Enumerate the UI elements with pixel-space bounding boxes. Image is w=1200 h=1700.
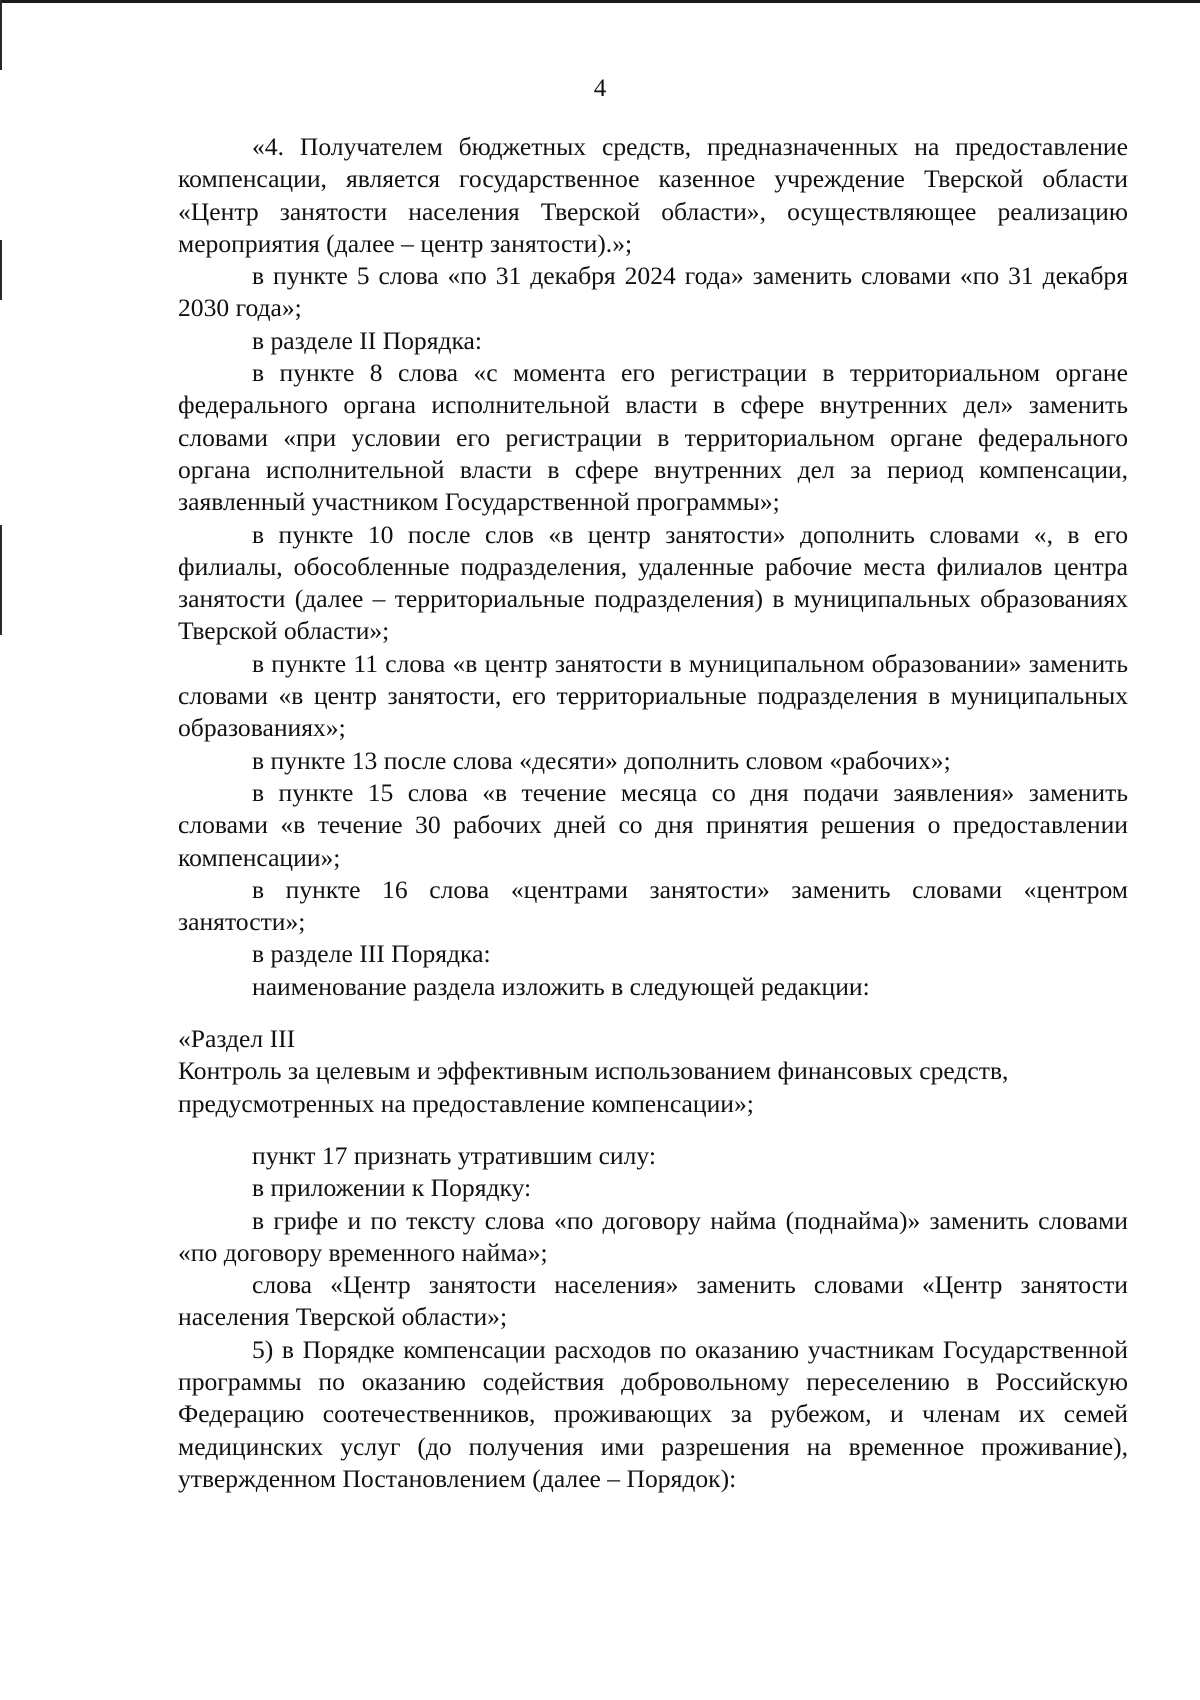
section-heading: «Раздел III bbox=[178, 1024, 296, 1054]
paragraph: в пункте 5 слова «по 31 декабря 2024 года» заменить словами «по 31 декабря 2030 года»; bbox=[178, 261, 1128, 323]
page-number: 4 bbox=[593, 75, 607, 102]
paragraph: «4. Получателем бюджетных средств, предназначенных на предоставление компенсации, является государственное казенное учреждение Тверской области «Центр занятости населения Тверской области», осуществляющее реализацию мероприятия (далее – центр занятости).»; bbox=[178, 132, 1128, 258]
paragraph: в пункте 13 после слова «десяти» дополнить словом «рабочих»; bbox=[252, 745, 951, 775]
paragraph: в пункте 8 слова «с момента его регистрации в территориальном органе федерального органа исполнительной власти в сфере внутренних дел» заменить словами «при условии его регистрации в территориальном органе федерального органа исполнительной власти в сфере внутренних дел за период компенсации, заявленный участником Государственной программы»; bbox=[178, 358, 1128, 517]
paragraph: пункт 17 признать утратившим силу: bbox=[252, 1140, 656, 1170]
paragraph: в пункте 10 после слов «в центр занятости» дополнить словами «, в его филиалы, обособленные подразделения, удаленные рабочие места филиалов центра занятости (далее – территориальные подразделения) в муниципальных образованиях Тверской области»; bbox=[178, 519, 1128, 646]
paragraph: в грифе и по тексту слова «по договору найма (поднайма)» заменить словами «по договору временного найма»; bbox=[178, 1205, 1128, 1267]
paragraph: 5) в Порядке компенсации расходов по оказанию участникам Государственной программы по оказанию содействия добровольному переселению в Российскую Федерацию соотечественников, проживающих за рубежом, и членам их семей медицинских услуг (до получения ими разрешения на временное проживание), утвержденном Постановлением (далее – Порядок): bbox=[178, 1334, 1128, 1493]
document-body bbox=[178, 131, 1128, 1495]
paragraph: в разделе II Порядка: bbox=[252, 325, 483, 355]
paragraph: в разделе III Порядка: bbox=[252, 939, 491, 969]
scan-edge-left bbox=[0, 525, 2, 635]
section-title-block bbox=[178, 1023, 1128, 1120]
paragraph: в приложении к Порядку: bbox=[252, 1173, 532, 1203]
paragraph: в пункте 15 слова «в течение месяца со дня подачи заявления» заменить словами «в течение 30 рабочих дней со дня принятия решения о предоставлении компенсации»; bbox=[178, 777, 1128, 872]
scan-edge-top bbox=[0, 0, 1200, 3]
section-subtitle: Контроль за целевым и эффективным использованием финансовых средств, bbox=[178, 1056, 1009, 1086]
paragraph: слова «Центр занятости населения» заменить словами «Центр занятости населения Тверской области»; bbox=[178, 1270, 1128, 1332]
paragraph: наименование раздела изложить в следующей редакции: bbox=[252, 971, 870, 1001]
paragraph: в пункте 16 слова «центрами занятости» заменить словами «центром занятости»; bbox=[178, 874, 1128, 937]
paragraph: в пункте 11 слова «в центр занятости в муниципальном образовании» заменить словами «в центр занятости, его территориальные подразделения в муниципальных образованиях»; bbox=[178, 648, 1128, 743]
scan-edge-left bbox=[0, 240, 2, 300]
section-subtitle: предусмотренных на предоставление компенсации»; bbox=[178, 1088, 754, 1118]
scan-edge-left bbox=[0, 0, 2, 70]
